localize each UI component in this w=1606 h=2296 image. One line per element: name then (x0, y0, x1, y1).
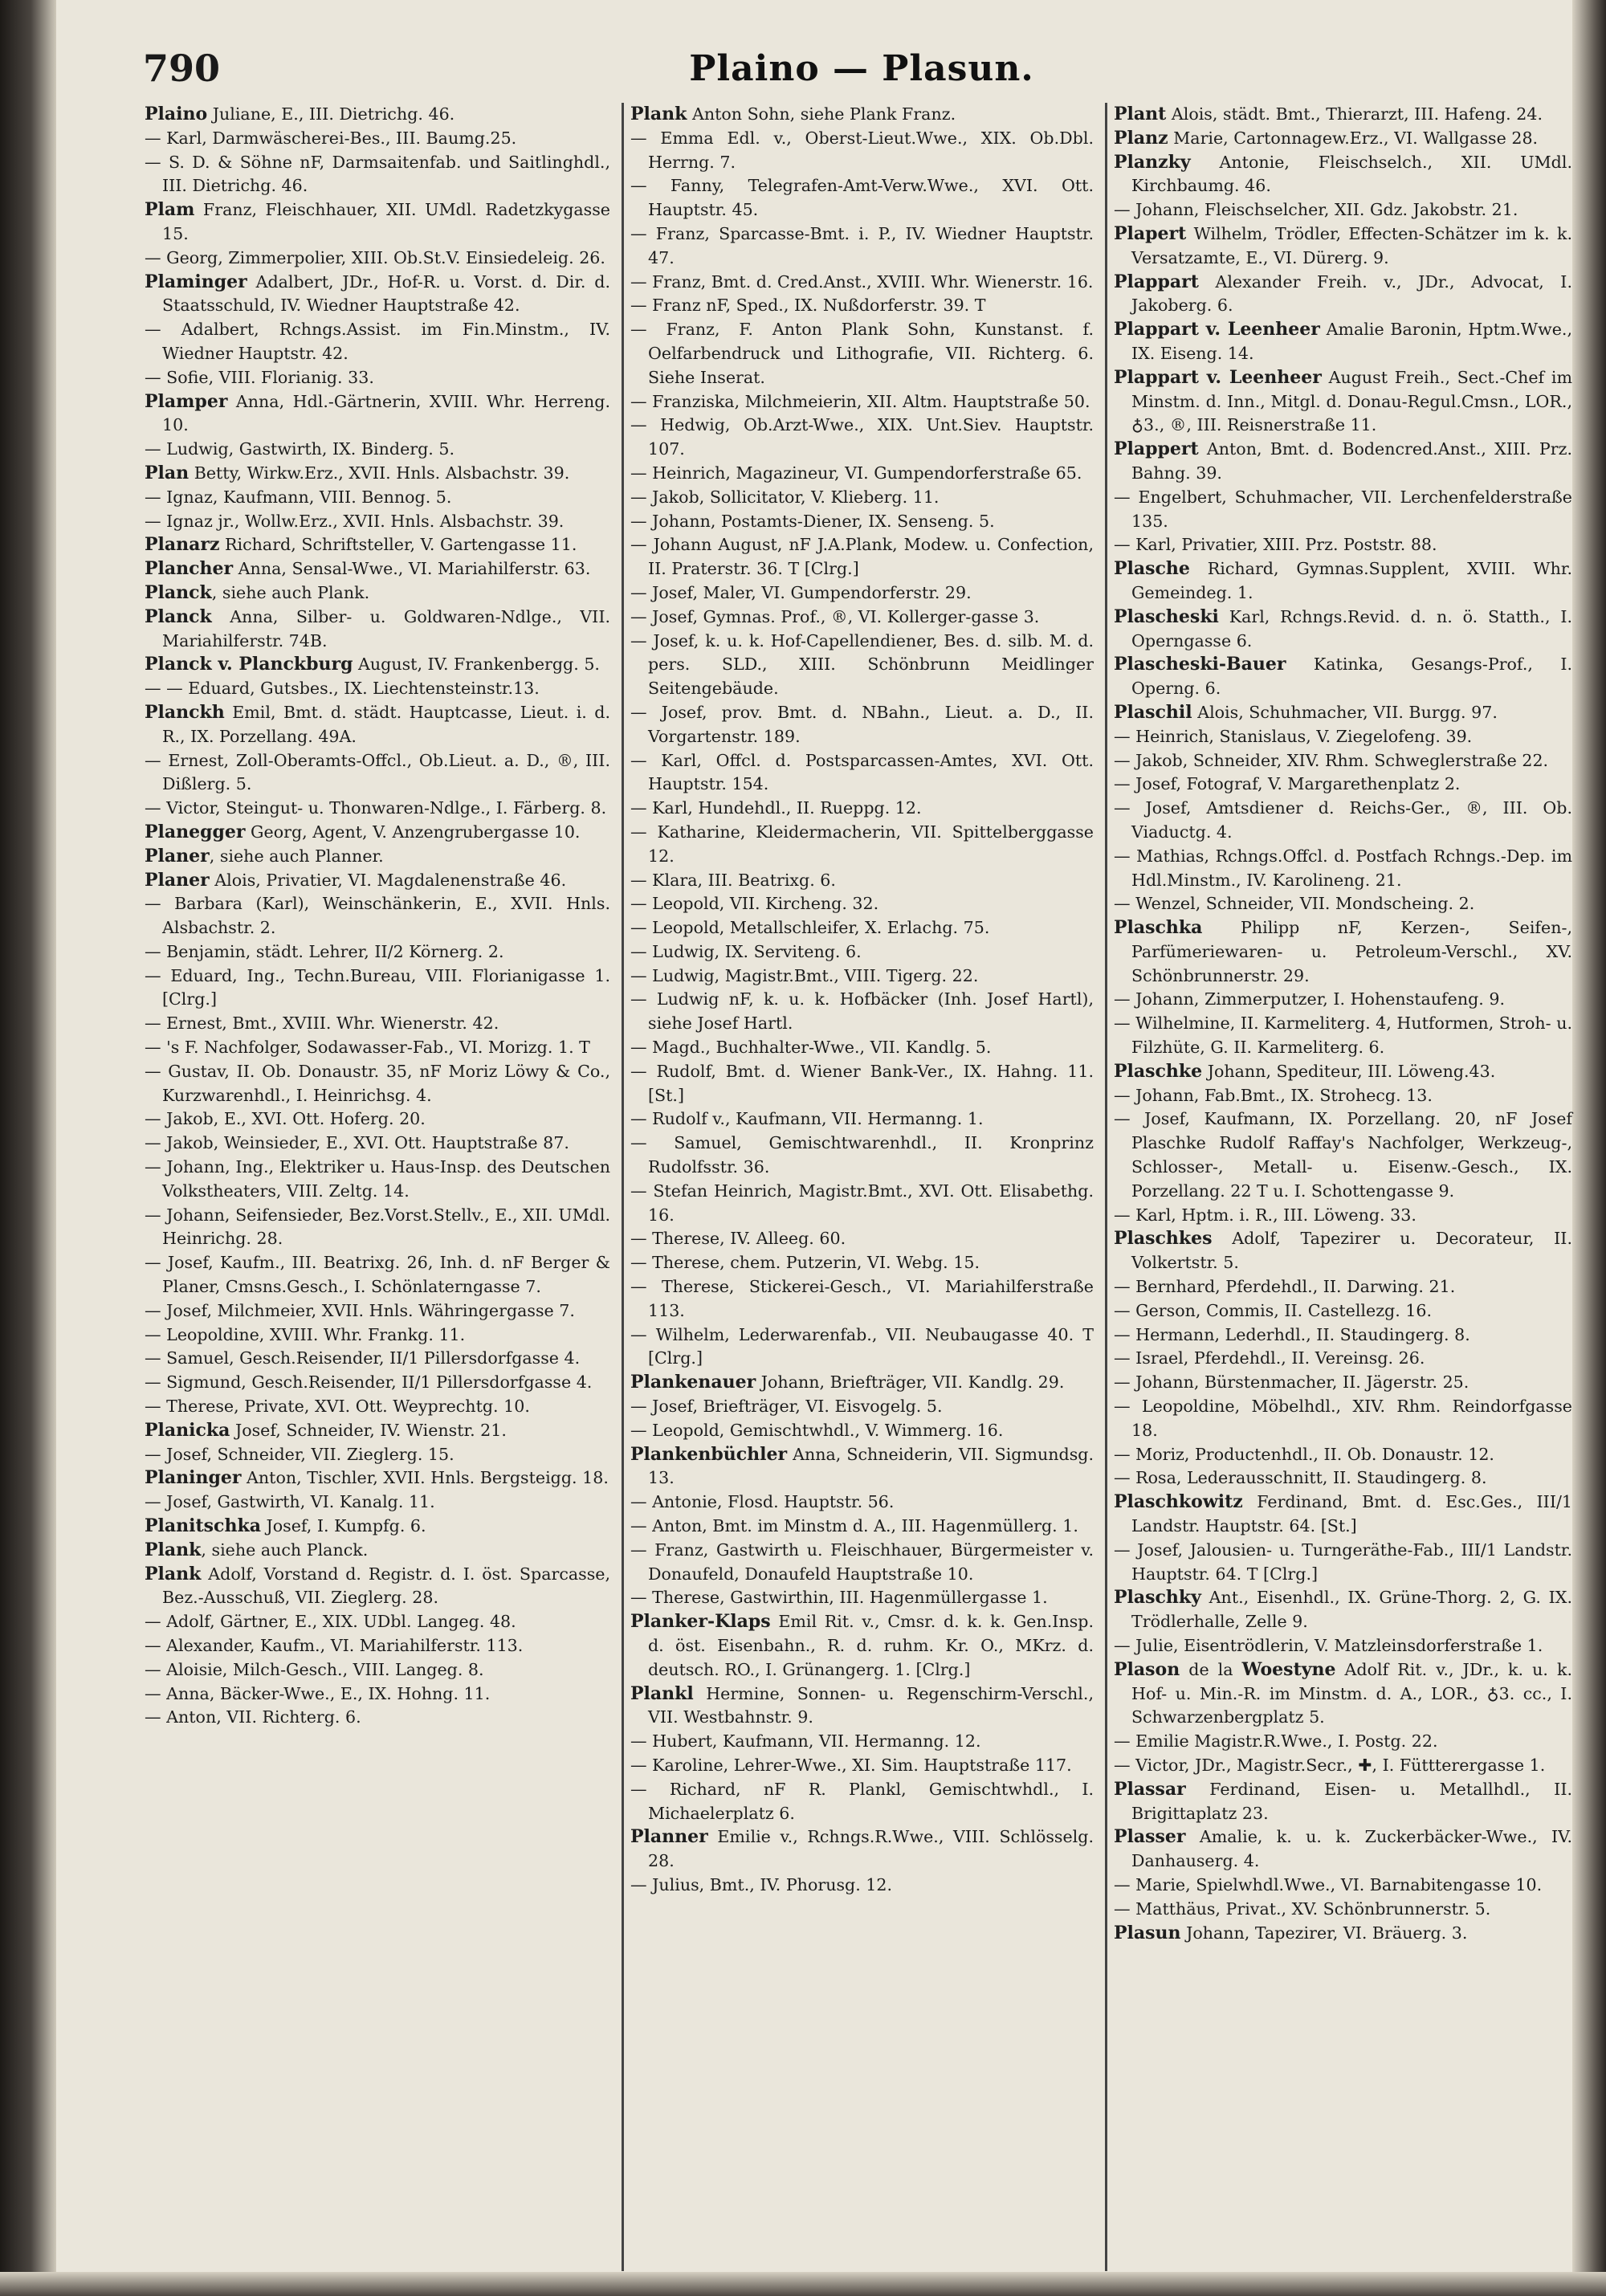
directory-entry: Planck, siehe auch Plank. (145, 581, 370, 603)
directory-entry: Plaschke Johann, Spediteur, III. Löweng.43. (1114, 1060, 1496, 1082)
directory-entry: — Hermann, Lederhdl., II. Staudingerg. 8. (1114, 1324, 1470, 1344)
directory-entry: — Ignaz, Kaufmann, VIII. Bennog. 5. (145, 487, 452, 507)
directory-entry: — Karl, Offcl. d. Postsparcassen-Amtes, XVI. Ott. Hauptstr. 154. (630, 750, 1094, 794)
directory-entry: — Antonie, Flosd. Hauptstr. 56. (630, 1492, 895, 1512)
directory-entry: Planker-Klaps Emil Rit. v., Cmsr. d. k. k. Gen.Insp. d. öst. Eisenbahn., R. d. ruhm. Kr. O., MKrz. d. deutsch. RO., I. Grünangerg. 1. [Clrg.] (630, 1611, 1094, 1679)
directory-entry: — Josef, Jalousien- u. Turngeräthe-Fab., III/1 Landstr. Hauptstr. 64. T [Clrg.] (1114, 1540, 1572, 1584)
directory-entry: — Julie, Eisentrödlerin, V. Matzleinsdorferstraße 1. (1114, 1636, 1543, 1655)
directory-entry: Planitschka Josef, I. Kumpfg. 6. (145, 1515, 426, 1537)
directory-entry: — Wilhelmine, II. Karmeliterg. 4, Hutformen, Stroh- u. Filzhüte, G. II. Karmeliterg. 6. (1114, 1013, 1572, 1058)
directory-entry: Planer, siehe auch Planner. (145, 845, 384, 867)
directory-entry: Plasun Johann, Tapezirer, VI. Bräuerg. 3. (1114, 1922, 1468, 1943)
directory-entry: — Josef, Milchmeier, XVII. Hnls. Währingergasse 7. (145, 1300, 575, 1320)
directory-entry: — Josef, Briefträger, VI. Eisvogelg. 5. (630, 1397, 943, 1417)
column-left (138, 103, 622, 2271)
directory-entry: — Josef, Kaufm., III. Beatrixg. 26, Inh. d. nF Berger & Planer, Cmsns.Gesch., I. Schönlaterngasse 7. (145, 1253, 610, 1297)
directory-entry: — Josef, Fotograf, V. Margarethenplatz 2. (1114, 774, 1461, 794)
directory-entry: — Samuel, Gemischtwarenhdl., II. Kronprinz Rudolfsstr. 36. (630, 1133, 1094, 1177)
directory-entry: — Rudolf v., Kaufmann, VII. Hermanng. 1. (630, 1109, 984, 1129)
directory-entry: — Eduard, Ing., Techn.Bureau, VIII. Florianigasse 1. [Clrg.] (145, 965, 610, 1009)
directory-entry: Plant Alois, städt. Bmt., Thierarzt, III. Hafeng. 24. (1114, 104, 1543, 124)
directory-entry: — Benjamin, städt. Lehrer, II/2 Körnerg. 2. (145, 941, 504, 961)
directory-entry: Plascheski-Bauer Katinka, Gesangs-Prof., I. Operng. 6. (1114, 654, 1572, 699)
directory-entry: Plaschkes Adolf, Tapezirer u. Decorateur, II. Volkertstr. 5. (1114, 1228, 1572, 1273)
directory-entry: — Franziska, Milchmeierin, XII. Altm. Hauptstraße 50. (630, 391, 1090, 411)
book-spine-shadow (0, 0, 56, 2296)
directory-entry: — Franz, Bmt. d. Cred.Anst., XVIII. Whr. Wienerstr. 16. (630, 271, 1094, 292)
directory-entry: Planinger Anton, Tischler, XVII. Hnls. Bergsteigg. 18. (145, 1467, 609, 1489)
directory-entry: — Ludwig, Magistr.Bmt., VIII. Tigerg. 22. (630, 965, 979, 985)
directory-entry: — Ernest, Zoll-Oberamts-Offcl., Ob.Lieut. a. D., ®, III. Dißlerg. 5. (145, 750, 610, 794)
directory-entry: — Leopold, Gemischtwhdl., V. Wimmerg. 16. (630, 1420, 1004, 1440)
directory-entry: Plancher Anna, Sensal-Wwe., VI. Mariahilferstr. 63. (145, 558, 591, 580)
directory-entry: Plam Franz, Fleischhauer, XII. UMdl. Radetzkygasse 15. (145, 199, 610, 243)
directory-entry: — Matthäus, Privat., XV. Schönbrunnerstr. 5. (1114, 1898, 1491, 1919)
directory-entry: — Jakob, Schneider, XIV. Rhm. Schweglerstraße 22. (1114, 750, 1549, 770)
directory-entry: — Fanny, Telegrafen-Amt-Verw.Wwe., XVI. Ott. Hauptstr. 45. (630, 176, 1094, 220)
directory-entry: Planck v. Planckburg August, IV. Frankenbergg. 5. (145, 654, 600, 675)
directory-entry: — Engelbert, Schuhmacher, VII. Lerchenfelderstraße 135. (1114, 487, 1572, 531)
directory-entry: — Karl, Hundehdl., II. Rueppg. 12. (630, 798, 922, 818)
directory-entry: Plan Betty, Wirkw.Erz., XVII. Hnls. Alsbachstr. 39. (145, 462, 570, 483)
directory-entry: — Ludwig nF, k. u. k. Hofbäcker (Inh. Josef Hartl), siehe Josef Hartl. (630, 989, 1094, 1034)
directory-entry: Plank Adolf, Vorstand d. Registr. d. I. öst. Sparcasse, Bez.-Ausschuß, VII. Zieglerg. 28. (145, 1563, 610, 1608)
directory-entry: — Jakob, Weinsieder, E., XVI. Ott. Hauptstraße 87. (145, 1133, 569, 1153)
directory-entry: — Aloisie, Milch-Gesch., VIII. Langeg. 8. (145, 1659, 484, 1679)
directory-entry: — Josef, prov. Bmt. d. NBahn., Lieut. a. D., II. Vorgartenstr. 189. (630, 702, 1094, 746)
directory-entry: — Franz, Gastwirth u. Fleischhauer, Bürgermeister v. Donaufeld, Donaufeld Hauptstraße 10. (630, 1540, 1094, 1584)
directory-entry: Plappart v. Leenheer August Freih., Sect.-Chef im Minstm. d. Inn., Mitgl. d. Donau-Regul.Cmsn., LOR., ♁3., ®, III. Reisnerstraße 11. (1114, 366, 1572, 435)
page-number: 790 (143, 47, 221, 90)
directory-entry: — Therese, IV. Alleeg. 60. (630, 1229, 846, 1249)
directory-entry: Plankenbüchler Anna, Schneiderin, VII. Sigmundsg. 13. (630, 1443, 1094, 1488)
directory-entry: — Magd., Buchhalter-Wwe., VII. Kandlg. 5. (630, 1038, 992, 1058)
directory-entry: — Josef, Gastwirth, VI. Kanalg. 11. (145, 1492, 435, 1512)
directory-entry: Plasche Richard, Gymnas.Supplent, XVIII. Whr. Gemeindeg. 1. (1114, 558, 1572, 602)
directory-entry: — Therese, chem. Putzerin, VI. Webg. 15. (630, 1253, 980, 1273)
directory-entry: — Jakob, E., XVI. Ott. Hoferg. 20. (145, 1109, 426, 1129)
directory-entry: — Heinrich, Stanislaus, V. Ziegelofeng. 39. (1114, 726, 1473, 746)
directory-entry: — S. D. & Söhne nF, Darmsaitenfab. und Saitlinghdl., III. Dietrichg. 46. (145, 152, 610, 196)
directory-entry: — Sigmund, Gesch.Reisender, II/1 Pillersdorfgasse 4. (145, 1372, 593, 1393)
directory-entry: — Ludwig, Gastwirth, IX. Binderg. 5. (145, 439, 455, 459)
directory-entry: Plassar Ferdinand, Eisen- u. Metallhdl., II. Brigittaplatz 23. (1114, 1778, 1572, 1823)
directory-entry: — Julius, Bmt., IV. Phorusg. 12. (630, 1874, 893, 1894)
directory-entry: — Josef, Maler, VI. Gumpendorferstr. 29. (630, 582, 972, 602)
directory-entry: — Johann, Postamts-Diener, IX. Senseng. 5. (630, 511, 995, 531)
directory-entry: — Jakob, Sollicitator, V. Klieberg. 11. (630, 487, 940, 507)
directory-entry: — Rudolf, Bmt. d. Wiener Bank-Ver., IX. Hahng. 11. [St.] (630, 1061, 1094, 1105)
directory-entry: — Hedwig, Ob.Arzt-Wwe., XIX. Unt.Siev. Hauptstr. 107. (630, 415, 1094, 459)
directory-entry: — Adolf, Gärtner, E., XIX. UDbl. Langeg. 48. (145, 1612, 516, 1632)
directory-entry: — Josef, Amtsdiener d. Reichs-Ger., ®, III. Ob. Viaductg. 4. (1114, 798, 1572, 842)
directory-entry: — Anton, VII. Richterg. 6. (145, 1707, 361, 1727)
directory-entry: — Ludwig, IX. Serviteng. 6. (630, 941, 862, 961)
directory-entry: Plankl Hermine, Sonnen- u. Regenschirm-Verschl., VII. Westbahnstr. 9. (630, 1682, 1094, 1727)
directory-entry: — Victor, JDr., Magistr.Secr., ✚, I. Füttterergasse 1. (1114, 1755, 1546, 1775)
directory-entry: — Johann August, nF J.A.Plank, Modew. u. Confection, II. Praterstr. 36. T [Clrg.] (630, 535, 1094, 579)
directory-entry: Planckh Emil, Bmt. d. städt. Hauptcasse, Lieut. i. d. R., IX. Porzellang. 49A. (145, 701, 610, 746)
directory-entry: Plappart v. Leenheer Amalie Baronin, Hptm.Wwe., IX. Eiseng. 14. (1114, 319, 1572, 363)
directory-entry: Plankenauer Johann, Briefträger, VII. Kandlg. 29. (630, 1372, 1065, 1393)
directory-entry: — Marie, Spielwhdl.Wwe., VI. Barnabitengasse 10. (1114, 1874, 1543, 1894)
directory-entry: — Emilie Magistr.R.Wwe., I. Postg. 22. (1114, 1731, 1438, 1752)
directory-entry: — Leopold, Metallschleifer, X. Erlachg. 75. (630, 918, 990, 938)
directory-entry: Plaschka Philipp nF, Kerzen-, Seifen-, Parfümeriewaren- u. Petroleum-Verschl., XV. Schönbrunnerstr. 29. (1114, 917, 1572, 985)
directory-entry: — Josef, Kaufmann, IX. Porzellang. 20, nF Josef Plaschke Rudolf Raffay's Nachfolger, Werkzeug-, Schlosser-, Metall- u. Eisenw.-Gesch., IX. Porzellang. 22 T u. I. Schottengasse 9. (1114, 1109, 1572, 1201)
directory-entry: — Alexander, Kaufm., VI. Mariahilferstr. 113. (145, 1636, 524, 1655)
directory-entry: Planzky Antonie, Fleischselch., XII. UMdl. Kirchbaumg. 46. (1114, 151, 1572, 196)
directory-entry: — Johann, Seifensieder, Bez.Vorst.Stellv., E., XII. UMdl. Heinrichg. 28. (145, 1205, 610, 1249)
column-middle (622, 103, 1105, 2271)
directory-entry: — Victor, Steingut- u. Thonwaren-Ndlge., I. Färberg. 8. (145, 798, 607, 818)
directory-columns (138, 103, 1584, 2271)
directory-entry: — Adalbert, Rchngs.Assist. im Fin.Minstm., IV. Wiedner Hauptstr. 42. (145, 320, 610, 363)
directory-entry: Plaino Juliane, E., III. Dietrichg. 46. (145, 104, 455, 124)
directory-entry: Planner Emilie v., Rchngs.R.Wwe., VIII. Schlösselg. 28. (630, 1826, 1094, 1871)
directory-entry: — Karoline, Lehrer-Wwe., XI. Sim. Hauptstraße 117. (630, 1755, 1072, 1775)
directory-entry: — Johann, Fleischselcher, XII. Gdz. Jakobstr. 21. (1114, 200, 1518, 220)
directory-entry: — Samuel, Gesch.Reisender, II/1 Pillersdorfgasse 4. (145, 1348, 581, 1368)
directory-entry: — Wenzel, Schneider, VII. Mondscheing. 2. (1114, 894, 1475, 914)
directory-entry: — Israel, Pferdehdl., II. Vereinsg. 26. (1114, 1348, 1425, 1368)
directory-entry: — Bernhard, Pferdehdl., II. Darwing. 21. (1114, 1277, 1456, 1297)
directory-entry: — Karl, Darmwäscherei-Bes., III. Baumg.25. (145, 128, 517, 148)
directory-entry: — Leopoldine, Möbelhdl., XIV. Rhm. Reindorfgasse 18. (1114, 1397, 1572, 1440)
directory-entry: — Sofie, VIII. Florianig. 33. (145, 367, 374, 387)
directory-entry: Plasser Amalie, k. u. k. Zuckerbäcker-Wwe., IV. Danhauserg. 4. (1114, 1826, 1572, 1871)
directory-entry: — Barbara (Karl), Weinschänkerin, E., XVII. Hnls. Alsbachstr. 2. (145, 894, 610, 938)
directory-entry: Planicka Josef, Schneider, IV. Wienstr. 21. (145, 1419, 507, 1441)
directory-entry: Plaschkowitz Ferdinand, Bmt. d. Esc.Ges., III/1 Landstr. Hauptstr. 64. [St.] (1114, 1491, 1572, 1536)
directory-entry: — Moriz, Productenhdl., II. Ob. Donaustr. 12. (1114, 1444, 1494, 1464)
directory-entry: — 's F. Nachfolger, Sodawasser-Fab., VI. Morizg. 1. T (145, 1038, 590, 1058)
running-head: Plaino — Plasun. (689, 48, 1034, 89)
directory-entry: Plappart Alexander Freih. v., JDr., Advocat, I. Jakoberg. 6. (1114, 271, 1572, 316)
directory-entry: — Johann, Ing., Elektriker u. Haus-Insp. des Deutschen Volkstheaters, VIII. Zeltg. 14. (145, 1157, 610, 1201)
directory-entry: Plapert Wilhelm, Trödler, Effecten-Schätzer im k. k. Versatzamte, E., VI. Dürerg. 9. (1114, 222, 1572, 267)
directory-entry: — Ignaz jr., Wollw.Erz., XVII. Hnls. Alsbachstr. 39. (145, 511, 565, 531)
directory-entry: — Anton, Bmt. im Minstm d. A., III. Hagenmüllerg. 1. (630, 1516, 1078, 1536)
directory-entry: — Katharine, Kleidermacherin, VII. Spittelberggasse 12. (630, 822, 1094, 866)
page-header (143, 47, 1580, 93)
directory-entry: Plaminger Adalbert, JDr., Hof-R. u. Vorst. d. Dir. d. Staatsschuld, IV. Wiedner Hauptstraße 42. (145, 271, 610, 316)
directory-entry: — Josef, Schneider, VII. Zieglerg. 15. (145, 1444, 454, 1464)
directory-entry: Plascheski Karl, Rchngs.Revid. d. n. ö. Statth., I. Operngasse 6. (1114, 606, 1572, 650)
directory-entry: — Johann, Zimmerputzer, I. Hohenstaufeng. 9. (1114, 989, 1506, 1009)
directory-entry: — Josef, Gymnas. Prof., ®, VI. Kollerger-gasse 3. (630, 606, 1040, 626)
directory-entry: — Richard, nF R. Plankl, Gemischtwhdl., I. Michaelerplatz 6. (630, 1779, 1094, 1823)
directory-entry: Plank, siehe auch Planck. (145, 1539, 369, 1560)
directory-entry: — Franz nF, Sped., IX. Nußdorferstr. 39. T (630, 296, 986, 316)
directory-entry: — Georg, Zimmerpolier, XIII. Ob.St.V. Einsiedeleig. 26. (145, 247, 605, 267)
directory-entry: Planck Anna, Silber- u. Goldwaren-Ndlge., VII. Mariahilferstr. 74B. (145, 606, 610, 650)
directory-entry: — Ernest, Bmt., XVIII. Whr. Wienerstr. 42. (145, 1013, 499, 1034)
page-edge-bottom (0, 2272, 1606, 2296)
directory-entry: Plason de la Woestyne Adolf Rit. v., JDr., k. u. k. Hof- u. Min.-R. im Minstm. d. A., LOR., ♁3. cc., I. Schwarzenbergplatz 5. (1114, 1658, 1572, 1727)
directory-entry: — Josef, k. u. k. Hof-Capellendiener, Bes. d. silb. M. d. pers. SLD., XIII. Schönbrunn Meidlinger Seitengebäude. (630, 630, 1094, 699)
directory-entry: — Heinrich, Magazineur, VI. Gumpendorferstraße 65. (630, 463, 1082, 483)
directory-entry: — Hubert, Kaufmann, VII. Hermanng. 12. (630, 1731, 981, 1752)
directory-entry: Plank Anton Sohn, siehe Plank Franz. (630, 104, 956, 124)
directory-entry: — Therese, Private, XVI. Ott. Weyprechtg. 10. (145, 1397, 530, 1417)
directory-entry: Plamper Anna, Hdl.-Gärtnerin, XVIII. Whr. Herreng. 10. (145, 390, 610, 435)
directory-entry: Planegger Georg, Agent, V. Anzengrubergasse 10. (145, 821, 581, 842)
directory-entry: Planz Marie, Cartonnagew.Erz., VI. Wallgasse 28. (1114, 127, 1539, 149)
directory-entry: — Emma Edl. v., Oberst-Lieut.Wwe., XIX. Ob.Dbl. Herrng. 7. (630, 128, 1094, 172)
directory-entry: — Wilhelm, Lederwarenfab., VII. Neubaugasse 40. T [Clrg.] (630, 1324, 1094, 1368)
directory-entry: — Mathias, Rchngs.Offcl. d. Postfach Rchngs.-Dep. im Hdl.Minstm., IV. Karolineng. 21. (1114, 846, 1572, 890)
directory-entry: Planarz Richard, Schriftsteller, V. Gartengasse 11. (145, 534, 577, 556)
directory-entry: — Stefan Heinrich, Magistr.Bmt., XVI. Ott. Elisabethg. 16. (630, 1181, 1094, 1225)
directory-entry: Planer Alois, Privatier, VI. Magdalenenstraße 46. (145, 869, 567, 891)
directory-entry: — Johann, Fab.Bmt., IX. Strohecg. 13. (1114, 1085, 1433, 1105)
directory-entry: — Rosa, Lederausschnitt, II. Staudingerg. 8. (1114, 1468, 1487, 1488)
directory-entry: — — Eduard, Gutsbes., IX. Liechtensteinstr.13. (145, 679, 540, 699)
directory-entry: — Karl, Privatier, XIII. Prz. Poststr. 88. (1114, 535, 1437, 555)
directory-entry: — Anna, Bäcker-Wwe., E., IX. Hohng. 11. (145, 1683, 491, 1703)
directory-entry: — Karl, Hptm. i. R., III. Löweng. 33. (1114, 1205, 1416, 1225)
directory-entry: Plaschil Alois, Schuhmacher, VII. Burgg. 97. (1114, 701, 1498, 723)
column-right (1105, 103, 1584, 2271)
directory-entry: — Gerson, Commis, II. Castellezg. 16. (1114, 1300, 1433, 1320)
directory-entry: — Klara, III. Beatrixg. 6. (630, 870, 836, 890)
directory-entry: Plappert Anton, Bmt. d. Bodencred.Anst., XIII. Prz. Bahng. 39. (1114, 438, 1572, 483)
directory-entry: — Franz, Sparcasse-Bmt. i. P., IV. Wiedner Hauptstr. 47. (630, 223, 1094, 267)
directory-entry: — Therese, Stickerei-Gesch., VI. Mariahilferstraße 113. (630, 1277, 1094, 1320)
directory-entry: — Leopoldine, XVIII. Whr. Frankg. 11. (145, 1324, 466, 1344)
directory-entry: Plaschky Ant., Eisenhdl., IX. Grüne-Thorg. 2, G. IX. Trödlerhalle, Zelle 9. (1114, 1587, 1572, 1632)
directory-entry: — Johann, Bürstenmacher, II. Jägerstr. 25. (1114, 1372, 1469, 1393)
directory-entry: — Gustav, II. Ob. Donaustr. 35, nF Moriz Löwy & Co., Kurzwarenhdl., I. Heinrichsg. 4. (145, 1061, 610, 1105)
directory-entry: — Franz, F. Anton Plank Sohn, Kunstanst. f. Oelfarbendruck und Lithografie, VII. Richterg. 6. Siehe Inserat. (630, 320, 1094, 387)
directory-entry: — Leopold, VII. Kircheng. 32. (630, 894, 879, 914)
directory-entry: — Therese, Gastwirthin, III. Hagenmüllergasse 1. (630, 1588, 1048, 1608)
